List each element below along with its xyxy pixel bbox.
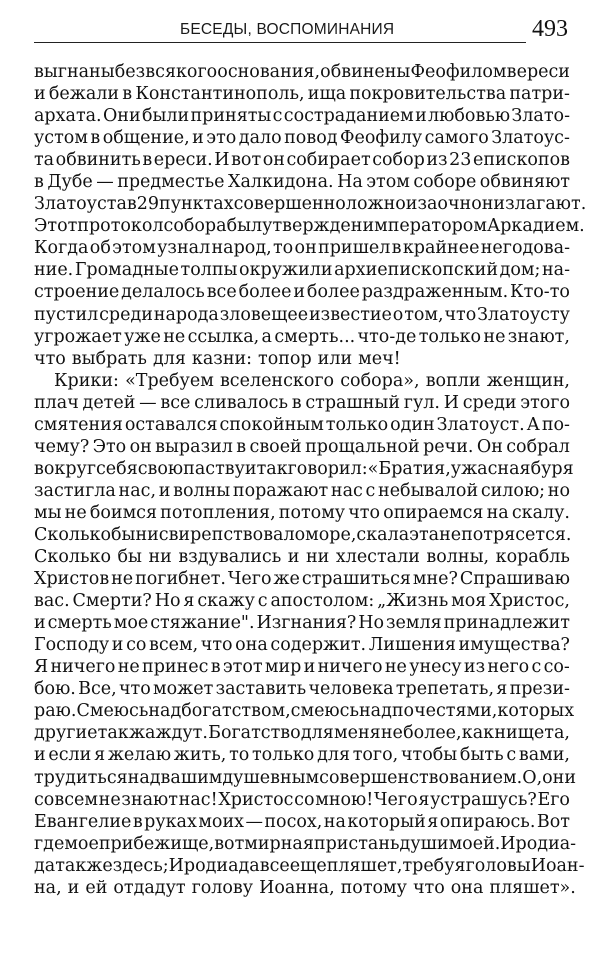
body-text (34, 61, 587, 899)
text-line: Этот протокол собора был утвержден императором Аркадием. (34, 216, 585, 237)
text-line: плач детей — все сливалось в страшный гул. И среди этого (34, 392, 570, 413)
text-line: Сколько бы ни вздувались и ни хлестали волны, корабль (34, 547, 570, 568)
text-line: строение делалось все более и более раздраженным. Кто-то (34, 282, 570, 303)
running-title: БЕСЕДЫ, ВОСПОМИНАНИЯ (180, 21, 395, 38)
text-line: арxата. Они были приняты с состраданием и любовью Злато- (34, 106, 570, 127)
text-line: что выбрать для казни: топор или меч! (34, 348, 401, 369)
text-line: Евангелие в руках моих — посох, на который я опираюсь. Вот (34, 811, 570, 832)
text-line: та обвинить в ереси. И вот он собирает собор из 23 епископов (34, 150, 570, 171)
paragraph (34, 61, 587, 370)
text-line: бою. Все, что может заставить человека трепетать, я прези- (34, 679, 570, 700)
text-line: чему? Это он выразил в своей прощальной речи. Он собрал (34, 436, 570, 457)
text-line: раю. Смеюсь над богатством, смеюсь над почестями, которых (34, 701, 575, 722)
text-line: трудиться над вашим душевным совершенствованием. О, они (34, 767, 577, 788)
text-line: Крики: «Требуем вселенского собора», вопли женщин, (54, 370, 570, 391)
header-rule (34, 42, 526, 43)
text-line: мы не боимся потопления, потому что опираемся на скалу. (34, 502, 570, 523)
text-line: Сколько бы ни свирепствовало море, скала эта не потрясется. (34, 524, 572, 545)
text-line: Когда об этом узнал народ, то он пришел в крайнее негодова- (34, 238, 570, 259)
page-number: 493 (532, 16, 568, 42)
text-line: в Дубе — предместье Халкидона. На этом соборе обвиняют (34, 172, 570, 193)
text-line: застигла нас, и волны поражают нас с небывалой силою; но (34, 480, 570, 501)
text-line: вас. Смерти? Но я скажу с апостолом: „Жизнь моя Христос, (34, 591, 570, 612)
text-line: Я ничего не принес в этот мир и ничего не унесу из него с со- (34, 657, 570, 678)
text-line: и смерть мое стяжание". Изгнания? Но земля принадлежит (34, 613, 570, 634)
text-line: Златоуста в 29 пунктах совершенно ложно и заочно низлагают. (34, 194, 587, 215)
text-line: устом в общение, и это дало повод Феофилу самого Златоус- (34, 128, 570, 149)
page-header (34, 14, 570, 44)
text-line: смятения оставался спокойным только один Златоуст. А по- (34, 414, 570, 435)
text-line: выгнаны без всякого основания, обвинены Феофилом в ереси (34, 62, 570, 82)
text-line: пустил среди народа зловещее известие о том, что Златоусту (34, 304, 570, 325)
text-line: где мое прибежище, вот мирная пристань души моей. Иродиа- (34, 833, 577, 854)
paragraph (34, 370, 585, 899)
text-line: другие так жаждут. Богатство для меня не более, как нищета, (34, 723, 570, 744)
text-line: и если я желаю жить, то только для того, чтобы быть с вами, (34, 745, 570, 766)
text-line: Христов не погибнет. Чего же страшиться мне? Спрашиваю (34, 569, 570, 590)
text-line: совсем не знают нас! Христос со мною! Чего я устрашусь? Его (34, 789, 570, 810)
text-line: да также здесь; Иродиада все еще пляшет, требуя головы Иоан- (34, 855, 585, 876)
text-line: на, и ей отдадут голову Иоанна, потому что она пляшет». (34, 877, 576, 898)
text-line: вокруг себя свою паству и так говорил: «Братия, ужасная буря (34, 458, 574, 479)
text-line: угрожает уже не ссылка, а смерть... что-де только не знают, (34, 326, 570, 347)
text-line: ние. Громадные толпы окружили архиепископский дом; на- (34, 260, 570, 281)
text-line: и бежали в Константинополь, ища покровительства патри- (34, 84, 570, 105)
text-line: Господу и со всем, что она содержит. Лишения имущества? (34, 635, 570, 656)
